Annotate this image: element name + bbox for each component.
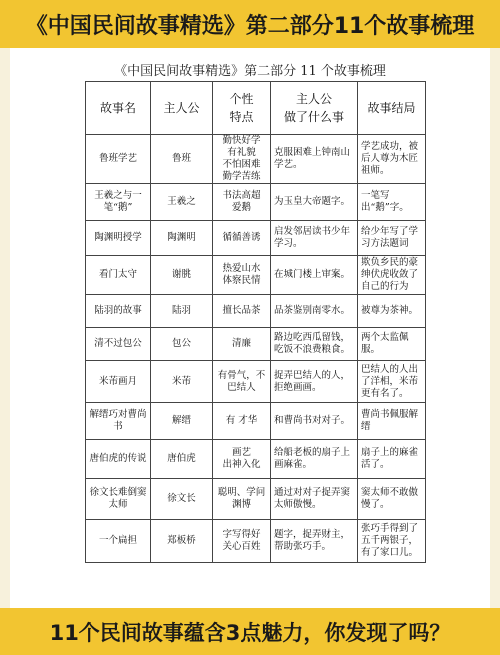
personality-cell: 清廉 — [213, 328, 271, 361]
table-row — [86, 135, 426, 184]
deeds-cell: 路边吃西瓜留钱，吃饭不浪费粮食。 — [271, 328, 358, 361]
story-name-cell: 清不过包公 — [86, 328, 151, 361]
protagonist-cell: 谢朓 — [151, 256, 213, 295]
header-personality: 个性 特点 — [213, 82, 271, 135]
protagonist-cell: 徐文长 — [151, 479, 213, 520]
deeds-cell: 启发邻居读书少年学习。 — [271, 221, 358, 256]
deeds-cell: 通过对对子捉弄窦太师傲慢。 — [271, 479, 358, 520]
personality-cell: 书法高超 爱鹅 — [213, 184, 271, 221]
personality-cell: 循循善诱 — [213, 221, 271, 256]
personality-cell: 有 才华 — [213, 403, 271, 440]
protagonist-cell: 王羲之 — [151, 184, 213, 221]
ending-cell: 窦太师不敢傲慢了。 — [358, 479, 426, 520]
deeds-cell: 捉弄巴结人的人，拒绝画画。 — [271, 361, 358, 403]
protagonist-cell: 解缙 — [151, 403, 213, 440]
story-name-cell: 一个扁担 — [86, 520, 151, 563]
header-story-name: 故事名 — [86, 82, 151, 135]
personality-cell: 热爱山水 体察民情 — [213, 256, 271, 295]
table-row — [86, 184, 426, 221]
protagonist-cell: 包公 — [151, 328, 213, 361]
bottom-caption-banner — [0, 608, 500, 655]
personality-cell: 擅长品茶 — [213, 295, 271, 328]
header-deeds: 主人公 做了什么事 — [271, 82, 358, 135]
table-row — [86, 361, 426, 403]
header-protagonist: 主人公 — [151, 82, 213, 135]
deeds-cell: 在城门楼上审案。 — [271, 256, 358, 295]
ending-cell: 给少年写了学习方法题词 — [358, 221, 426, 256]
header-ending: 故事结局 — [358, 82, 426, 135]
story-name-cell: 解缙巧对曹尚书 — [86, 403, 151, 440]
deeds-cell: 品茶鉴别南零水。 — [271, 295, 358, 328]
story-name-cell: 看门太守 — [86, 256, 151, 295]
table-row — [86, 256, 426, 295]
story-name-cell: 王羲之与一笔“鹅” — [86, 184, 151, 221]
table-row — [86, 221, 426, 256]
story-name-cell: 鲁班学艺 — [86, 135, 151, 184]
table-row — [86, 479, 426, 520]
story-table — [85, 81, 426, 563]
personality-cell: 勤快好学 有礼貌 不怕困难 勤学苦练 — [213, 135, 271, 184]
protagonist-cell: 陶渊明 — [151, 221, 213, 256]
top-title-banner — [0, 0, 500, 48]
story-name-cell: 徐文长难倒窦太师 — [86, 479, 151, 520]
protagonist-cell: 唐伯虎 — [151, 440, 213, 479]
personality-cell: 字写得好 关心百姓 — [213, 520, 271, 563]
ending-cell: 扇子上的麻雀活了。 — [358, 440, 426, 479]
story-name-cell: 唐伯虎的传说 — [86, 440, 151, 479]
table-header-row — [86, 82, 426, 135]
ending-cell: 两个太监佩服。 — [358, 328, 426, 361]
table-row — [86, 520, 426, 563]
table-row — [86, 295, 426, 328]
story-name-cell: 米芾画月 — [86, 361, 151, 403]
ending-cell: 欺负乡民的豪绅伏虎收敛了自己的行为 — [358, 256, 426, 295]
protagonist-cell: 鲁班 — [151, 135, 213, 184]
deeds-cell: 给船老板的扇子上画麻雀。 — [271, 440, 358, 479]
deeds-cell: 题字，捉弄财主，帮助张巧手。 — [271, 520, 358, 563]
table-row — [86, 440, 426, 479]
top-title-text: 《中国民间故事精选》第二部分11个故事梳理 — [25, 13, 475, 39]
ending-cell: 一笔写出“鹅”字。 — [358, 184, 426, 221]
deeds-cell: 为玉皇大帝题字。 — [271, 184, 358, 221]
story-name-cell: 陶渊明授学 — [86, 221, 151, 256]
protagonist-cell: 郑板桥 — [151, 520, 213, 563]
protagonist-cell: 米芾 — [151, 361, 213, 403]
table-row — [86, 403, 426, 440]
personality-cell: 有骨气，不巴结人 — [213, 361, 271, 403]
ending-cell: 被尊为茶神。 — [358, 295, 426, 328]
deeds-cell: 克服困难上钟南山学艺。 — [271, 135, 358, 184]
story-name-cell: 陆羽的故事 — [86, 295, 151, 328]
personality-cell: 聪明、学问渊博 — [213, 479, 271, 520]
deeds-cell: 和曹尚书对对子。 — [271, 403, 358, 440]
document-title: 《中国民间故事精选》第二部分 11 个故事梳理 — [114, 64, 386, 79]
ending-cell: 巴结人的人出了洋相，米芾更有名了。 — [358, 361, 426, 403]
document-page — [10, 48, 490, 608]
bottom-caption-text: 11个民间故事蕴含3点魅力，你发现了吗？ — [49, 620, 451, 645]
ending-cell: 学艺成功，被后人尊为木匠祖师。 — [358, 135, 426, 184]
ending-cell: 曹尚书佩服解缙 — [358, 403, 426, 440]
personality-cell: 画艺 出神入化 — [213, 440, 271, 479]
table-row — [86, 328, 426, 361]
protagonist-cell: 陆羽 — [151, 295, 213, 328]
ending-cell: 张巧手得到了五千两银子，有了家口儿。 — [358, 520, 426, 563]
